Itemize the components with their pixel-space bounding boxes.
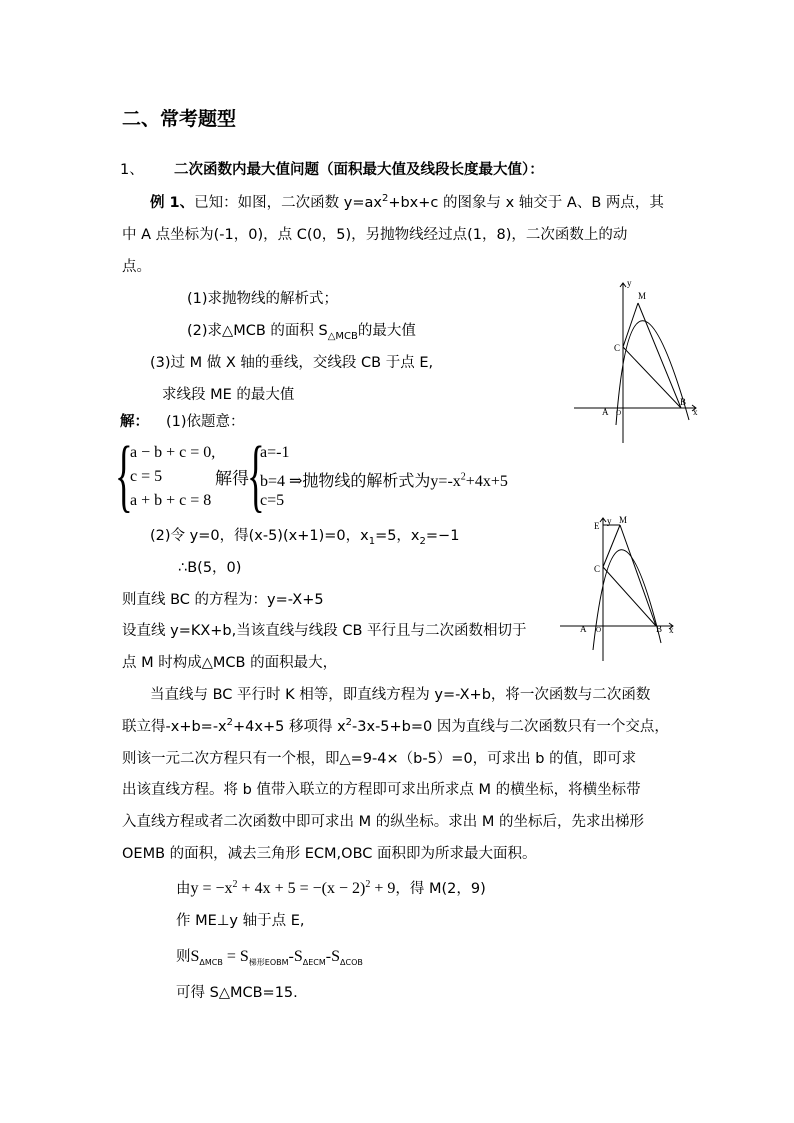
formula-vertex (176, 879, 486, 899)
paragraph-line-2: 点 M 时构成△MCB 的面积最大， (122, 655, 338, 671)
sup: 2 (365, 879, 371, 891)
text: b=4 ⇒抛物线的解析式为y=-x (260, 473, 461, 490)
paragraph-line-6: 出该直线方程。将 b 值带入联立的方程即可求出所求点 M 的横坐标，将横坐标带 (122, 782, 641, 798)
formula: -S (288, 948, 303, 965)
label-y: y (627, 278, 632, 288)
result-a: a=-1 (260, 444, 290, 461)
formula: + 4x + 5 = −(x − 2) (237, 880, 366, 897)
paragraph-line-8: OEMB 的面积，减去三角形 ECM,OBC 面积即为所求最大面积。 (122, 846, 537, 862)
label-o: O (596, 626, 602, 634)
result-c: c=5 (260, 492, 285, 509)
question-2 (187, 321, 416, 341)
perpendicular-line: 作 ME⊥y 轴于点 E, (176, 913, 305, 929)
text: =−1 (425, 528, 460, 544)
text: (2)令 y=0，得(x-5)(x+1)=0，x (150, 528, 369, 544)
text: 的最大值 (357, 323, 416, 339)
sub: 1 (368, 535, 376, 547)
line-cm (603, 525, 620, 567)
solution-label: 解： (120, 414, 149, 430)
area-result: 可得 S△MCB=15. (176, 985, 298, 1001)
formula: y = −x (190, 880, 233, 897)
line-mb (620, 525, 656, 626)
item-title: 二次函数内最大值问题（面积最大值及线段长度最大值）： (174, 162, 544, 178)
item-number: 1、 (120, 162, 144, 178)
right-brace: { (247, 429, 265, 520)
solve-word: 解得 (215, 469, 249, 488)
paragraph-line-4 (122, 717, 669, 737)
section-heading: 二、常考题型 (122, 108, 237, 130)
text: +4x+5 移项得 x (233, 719, 346, 735)
text: 已知：如图，二次函数 y=ax (194, 195, 382, 211)
solution-step-2 (150, 526, 459, 546)
text: 联立得-x+b=-x (122, 719, 227, 735)
sub: ΔECM (302, 957, 326, 967)
label-a: A (580, 624, 587, 634)
label-b: B (680, 397, 687, 407)
label-c: C (594, 564, 601, 574)
formula: + 9 (370, 880, 396, 897)
example-label: 例 1、 (150, 195, 195, 211)
label-x: x (669, 625, 674, 635)
label-b: B (656, 624, 663, 634)
line-mb (638, 303, 681, 408)
text: +bx+c 的图象与 x 轴交于 A、B 两点，其 (388, 195, 664, 211)
text: =5，x (375, 528, 420, 544)
question-1: (1)求抛物线的解析式； (187, 291, 339, 307)
text: 则 (176, 949, 191, 965)
area-formula (176, 947, 363, 967)
parabola-figure-2 (555, 515, 680, 665)
sub: △MCB (327, 330, 358, 342)
paragraph-line-3: 当直线与 BC 平行时 K 相等，即直线方程为 y=-X+b，将一次函数与二次函数 (150, 687, 651, 703)
text: (2)求△MCB 的面积 S (187, 323, 328, 339)
formula: S (190, 948, 200, 965)
sup: 2 (381, 193, 389, 205)
paragraph-line-5: 则该一元二次方程只有一个根，即△=9-4×（b-5）=0，可求出 b 的值，即可求 (122, 751, 637, 767)
label-y: y (607, 516, 612, 526)
label-c: C (614, 343, 621, 353)
system-eq-3: a + b + c = 8 (130, 492, 212, 509)
example-line-1 (150, 193, 664, 213)
sub: ΔCOB (340, 957, 363, 967)
question-3b: 求线段 ME 的最大值 (162, 387, 295, 403)
label-e: E (594, 521, 600, 531)
label-m: M (619, 515, 628, 525)
solution-step-1: (1)依题意： (166, 414, 245, 430)
paragraph-line-7: 入直线方程或者二次函数中即可求出 M 的纵坐标。求出 M 的坐标后，先求出梯形 (122, 814, 644, 830)
paragraph-line-1: 设直线 y=KX+b,当该直线与线段 CB 平行且与二次函数相切于 (122, 623, 527, 639)
text: ，得 M(2，9) (395, 881, 486, 897)
text: -3x-5+b=0 因为直线与二次函数只有一个交点， (352, 719, 669, 735)
sup: 2 (345, 717, 353, 729)
question-3a: (3)过 M 做 X 轴的垂线，交线段 CB 于点 E, (150, 355, 434, 371)
sub: ΔMCB (199, 957, 223, 967)
label-o: O (616, 409, 622, 417)
example-line-2: 中 A 点坐标为(-1，0)，点 C(0，5)，另抛物线经过点(1，8)，二次函数上的动 (122, 227, 628, 243)
line-cb (623, 347, 681, 408)
sub: 2 (419, 535, 426, 547)
label-m: M (638, 291, 647, 301)
label-x: x (693, 407, 698, 417)
example-line-3: 点。 (122, 259, 151, 275)
formula: = S (222, 948, 249, 965)
parabola-figure-1 (566, 275, 706, 445)
line-bc-equation: 则直线 BC 的方程为：y=-X+5 (122, 592, 324, 608)
result-b (260, 468, 508, 491)
sup: 2 (460, 471, 466, 483)
point-b: ∴B(5，0) (178, 560, 242, 576)
sub: 梯形EOBM (248, 957, 289, 967)
left-brace: { (115, 429, 133, 520)
sup: 2 (232, 879, 238, 891)
text: +4x+5 (465, 473, 508, 490)
label-a: A (602, 407, 609, 417)
text: 由 (176, 881, 191, 897)
system-eq-2: c = 5 (130, 468, 163, 485)
sup: 2 (226, 717, 234, 729)
system-eq-1: a − b + c = 0, (130, 444, 216, 461)
formula: -S (325, 948, 341, 965)
